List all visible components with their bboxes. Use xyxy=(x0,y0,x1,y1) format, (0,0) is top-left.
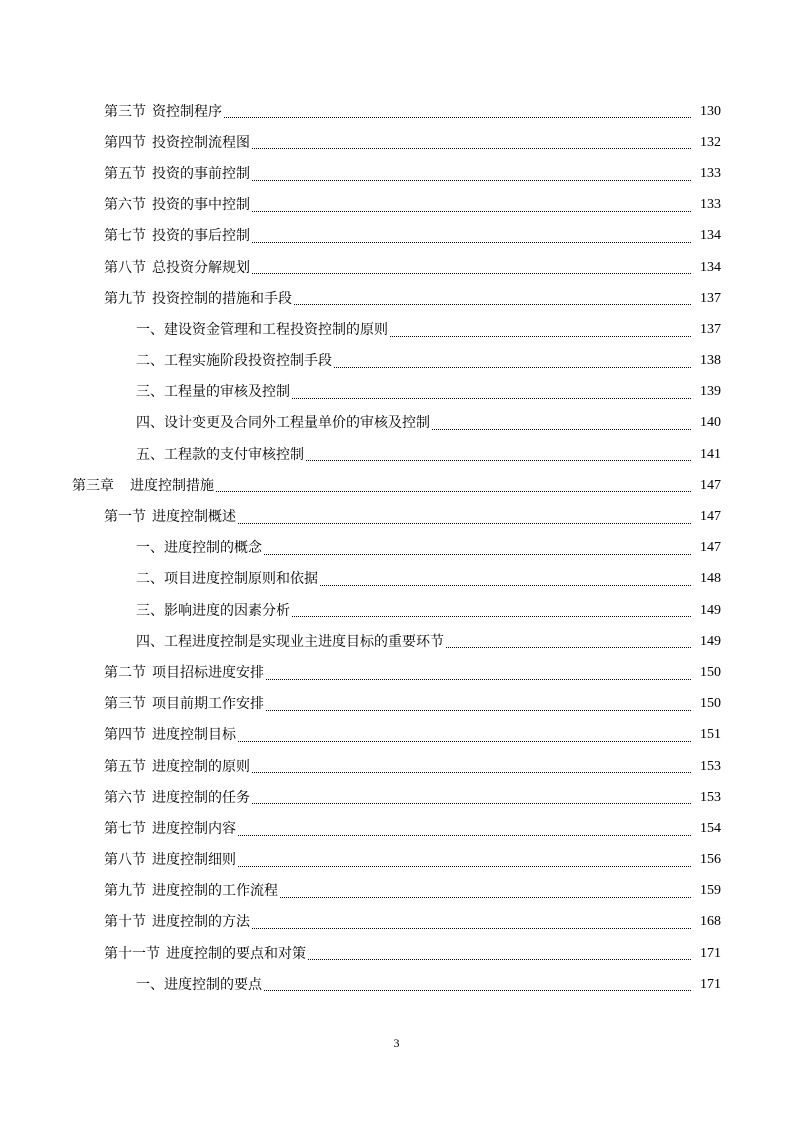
toc-entry-title xyxy=(104,258,250,278)
toc-entry-label: 一、 xyxy=(136,540,164,557)
toc-entry-label: 五、 xyxy=(136,446,164,463)
dot-leader xyxy=(216,490,691,492)
toc-entry-text: 项目前期工作安排 xyxy=(152,696,264,713)
toc-entry-title xyxy=(104,195,250,215)
toc-entry-label: 第三节 xyxy=(104,696,146,713)
toc-entry-page: 147 xyxy=(700,509,721,525)
dot-leader xyxy=(238,522,691,524)
toc-entry[interactable] xyxy=(0,907,793,938)
toc-entry[interactable] xyxy=(0,876,793,907)
toc-entry-page: 154 xyxy=(700,820,721,836)
toc-entry-text: 投资的事中控制 xyxy=(152,197,250,214)
toc-entry-text: 进度控制概述 xyxy=(152,509,236,526)
toc-entry-label: 一、 xyxy=(136,321,164,338)
toc-entry-page: 156 xyxy=(700,852,721,868)
toc-entry[interactable] xyxy=(0,439,793,470)
dot-leader xyxy=(264,553,691,555)
toc-entry[interactable] xyxy=(0,127,793,158)
toc-entry-page: 130 xyxy=(700,103,721,119)
toc-entry-text: 进度控制的任务 xyxy=(152,789,250,806)
dot-leader xyxy=(308,958,691,960)
toc-entry-page: 133 xyxy=(700,197,721,213)
toc-entry-title xyxy=(104,788,250,808)
toc-entry[interactable] xyxy=(0,689,793,720)
toc-entry[interactable] xyxy=(0,751,793,782)
toc-entry-label: 一、 xyxy=(136,976,164,993)
toc-entry-text: 设计变更及合同外工程量单价的审核及控制 xyxy=(164,415,430,432)
toc-entry-page: 149 xyxy=(700,602,721,618)
toc-entry[interactable] xyxy=(0,96,793,127)
toc-entry-text: 工程量的审核及控制 xyxy=(164,384,290,401)
toc-entry-text: 建设资金管理和工程投资控制的原则 xyxy=(164,321,388,338)
toc-entry[interactable] xyxy=(0,813,793,844)
toc-entry-label: 三、 xyxy=(136,602,164,619)
toc-entry-label: 第七节 xyxy=(104,820,146,837)
toc-entry-title xyxy=(104,819,236,839)
toc-entry-label: 第八节 xyxy=(104,852,146,869)
toc-entry-text: 工程款的支付审核控制 xyxy=(164,446,304,463)
toc-entry-page: 133 xyxy=(700,165,721,181)
toc-entry-text: 工程实施阶段投资控制手段 xyxy=(164,353,332,370)
toc-entry-title xyxy=(136,538,262,558)
toc-entry-text: 工程进度控制是实现业主进度目标的重要环节 xyxy=(164,633,444,650)
dot-leader xyxy=(294,303,691,305)
dot-leader xyxy=(390,335,691,337)
dot-leader xyxy=(280,896,691,898)
toc-entry-label: 二、 xyxy=(136,353,164,370)
dot-leader xyxy=(292,397,691,399)
dot-leader xyxy=(252,241,691,243)
dot-leader xyxy=(334,366,691,368)
dot-leader xyxy=(252,272,691,274)
toc-entry-page: 153 xyxy=(700,789,721,805)
toc-entry-title xyxy=(104,663,264,683)
toc-entry-label: 四、 xyxy=(136,633,164,650)
toc-entry-title xyxy=(104,133,250,153)
toc-entry[interactable] xyxy=(0,408,793,439)
toc-entry-text: 进度控制的要点和对策 xyxy=(166,945,306,962)
toc-entry-page: 171 xyxy=(700,945,721,961)
toc-entry-title xyxy=(104,507,236,527)
toc-entry-title xyxy=(136,632,444,652)
toc-entry-label: 第七节 xyxy=(104,228,146,245)
toc-entry-label: 第三节 xyxy=(104,103,146,120)
toc-entry-text: 进度控制细则 xyxy=(152,852,236,869)
toc-entry[interactable] xyxy=(0,938,793,969)
toc-entry-title xyxy=(104,289,292,309)
dot-leader xyxy=(252,210,691,212)
toc-entry-title xyxy=(104,725,236,745)
toc-entry[interactable] xyxy=(0,626,793,657)
dot-leader xyxy=(266,709,691,711)
dot-leader xyxy=(252,771,691,773)
toc-entry-title xyxy=(104,164,250,184)
toc-entry-label: 第三章 xyxy=(72,477,114,494)
toc-entry-page: 134 xyxy=(700,228,721,244)
toc-entry-label: 二、 xyxy=(136,571,164,588)
toc-entry-text: 投资控制的措施和手段 xyxy=(152,290,292,307)
toc-entry-label: 第六节 xyxy=(104,197,146,214)
toc-entry-text: 进度控制措施 xyxy=(130,477,214,494)
toc-entry-label: 第四节 xyxy=(104,727,146,744)
dot-leader xyxy=(266,678,691,680)
toc-entry[interactable] xyxy=(0,221,793,252)
toc-entry-title xyxy=(136,382,290,402)
toc-entry[interactable] xyxy=(0,564,793,595)
toc-entry-text: 项目招标进度安排 xyxy=(152,664,264,681)
dot-leader xyxy=(238,865,691,867)
dot-leader xyxy=(238,834,691,836)
dot-leader xyxy=(292,615,691,617)
toc-entry-label: 第八节 xyxy=(104,259,146,276)
toc-entry-title xyxy=(104,850,236,870)
dot-leader xyxy=(252,179,691,181)
dot-leader xyxy=(306,459,691,461)
toc-entry-page: 132 xyxy=(700,134,721,150)
toc-entry-title xyxy=(136,445,304,465)
dot-leader xyxy=(446,646,691,648)
toc-entry-label: 第五节 xyxy=(104,758,146,775)
toc-entry-title xyxy=(104,881,278,901)
toc-entry-text: 进度控制的要点 xyxy=(164,976,262,993)
dot-leader xyxy=(238,740,691,742)
toc-entry-title xyxy=(72,476,214,496)
toc-entry-text: 投资控制流程图 xyxy=(152,134,250,151)
page-number: 3 xyxy=(393,1036,400,1050)
toc-entry-page: 138 xyxy=(700,353,721,369)
toc-entry[interactable] xyxy=(0,969,793,1000)
toc-entry-title xyxy=(104,912,250,932)
toc-entry-page: 137 xyxy=(700,290,721,306)
toc-entry-text: 进度控制目标 xyxy=(152,727,236,744)
toc-entry-text: 进度控制的原则 xyxy=(152,758,250,775)
toc-entry-title xyxy=(136,601,290,621)
toc-entry-title xyxy=(136,569,318,589)
dot-leader xyxy=(252,147,691,149)
toc-entry-label: 第六节 xyxy=(104,789,146,806)
toc-entry-label: 第二节 xyxy=(104,664,146,681)
toc-entry[interactable] xyxy=(0,501,793,532)
toc-entry-text: 资控制程序 xyxy=(152,103,222,120)
toc-entry-title xyxy=(104,694,264,714)
toc-entry[interactable] xyxy=(0,845,793,876)
toc-entry[interactable] xyxy=(0,720,793,751)
toc-entry-page: 141 xyxy=(700,446,721,462)
dot-leader xyxy=(252,802,691,804)
toc-entry-page: 171 xyxy=(700,976,721,992)
toc-entry-page: 137 xyxy=(700,321,721,337)
toc-entry-label: 第四节 xyxy=(104,134,146,151)
toc-entry-text: 投资的事后控制 xyxy=(152,228,250,245)
toc-entry-label: 第九节 xyxy=(104,290,146,307)
toc-entry-page: 134 xyxy=(700,259,721,275)
toc-entry-text: 进度控制内容 xyxy=(152,820,236,837)
toc-entry-title xyxy=(104,757,250,777)
dot-leader xyxy=(252,927,691,929)
toc-entry-label: 第九节 xyxy=(104,883,146,900)
toc-entry-page: 168 xyxy=(700,914,721,930)
toc-entry-title xyxy=(136,975,262,995)
toc-entry-text: 投资的事前控制 xyxy=(152,165,250,182)
toc-entry-text: 进度控制的工作流程 xyxy=(152,883,278,900)
toc-entry-title xyxy=(136,413,430,433)
dot-leader xyxy=(264,989,691,991)
toc-entry-text: 进度控制的概念 xyxy=(164,540,262,557)
toc-entry-page: 150 xyxy=(700,696,721,712)
toc-entry-page: 153 xyxy=(700,758,721,774)
toc-entry-page: 147 xyxy=(700,540,721,556)
toc-entry[interactable] xyxy=(0,252,793,283)
toc-entry[interactable] xyxy=(0,657,793,688)
toc-entry-page: 159 xyxy=(700,883,721,899)
dot-leader xyxy=(224,116,691,118)
toc-entry-text: 总投资分解规划 xyxy=(152,259,250,276)
toc-entry-text: 影响进度的因素分析 xyxy=(164,602,290,619)
table-of-contents xyxy=(0,96,793,1000)
toc-entry-label: 三、 xyxy=(136,384,164,401)
toc-entry-label: 第十节 xyxy=(104,914,146,931)
toc-entry-label: 第十一节 xyxy=(104,945,160,962)
toc-entry[interactable] xyxy=(0,782,793,813)
toc-entry-page: 150 xyxy=(700,664,721,680)
toc-entry-title xyxy=(104,226,250,246)
dot-leader xyxy=(320,584,691,586)
toc-entry-title xyxy=(104,944,306,964)
toc-entry-page: 147 xyxy=(700,477,721,493)
toc-entry-page: 140 xyxy=(700,415,721,431)
toc-entry-title xyxy=(136,320,388,340)
toc-entry-title xyxy=(104,102,222,122)
toc-entry-text: 进度控制的方法 xyxy=(152,914,250,931)
toc-entry[interactable] xyxy=(0,283,793,314)
toc-entry[interactable] xyxy=(0,377,793,408)
toc-entry-text: 项目进度控制原则和依据 xyxy=(164,571,318,588)
toc-entry[interactable] xyxy=(0,190,793,221)
toc-entry-page: 139 xyxy=(700,384,721,400)
dot-leader xyxy=(432,428,691,430)
toc-entry[interactable] xyxy=(0,158,793,189)
toc-entry[interactable] xyxy=(0,314,793,345)
toc-entry[interactable] xyxy=(0,470,793,501)
toc-entry-label: 第一节 xyxy=(104,509,146,526)
toc-entry-title xyxy=(136,351,332,371)
toc-entry[interactable] xyxy=(0,595,793,626)
toc-entry-page: 149 xyxy=(700,633,721,649)
toc-entry-label: 四、 xyxy=(136,415,164,432)
toc-entry-page: 148 xyxy=(700,571,721,587)
toc-entry[interactable] xyxy=(0,533,793,564)
toc-entry-label: 第五节 xyxy=(104,165,146,182)
toc-entry-page: 151 xyxy=(700,727,721,743)
toc-entry[interactable] xyxy=(0,346,793,377)
